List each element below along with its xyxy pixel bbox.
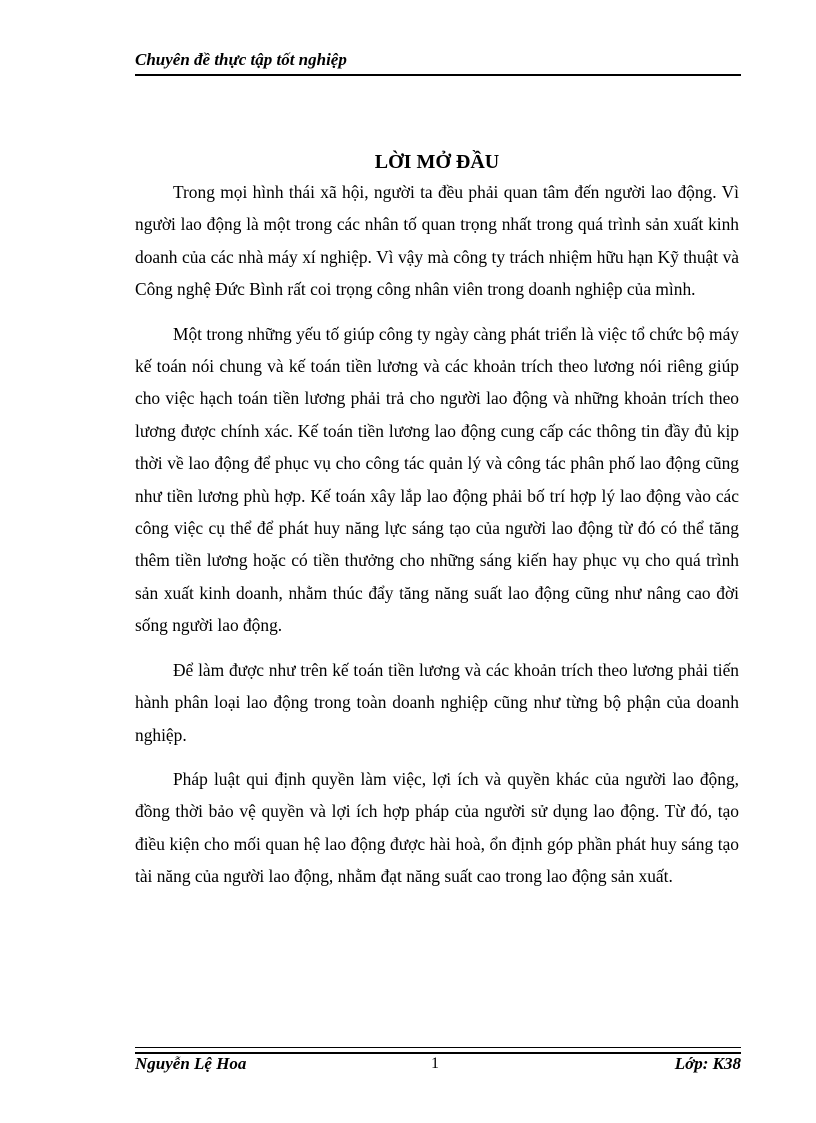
header-title: Chuyên đề thực tập tốt nghiệp <box>135 50 347 69</box>
page-header <box>135 48 741 76</box>
footer-class-label: Lớp: K38 <box>674 1054 741 1073</box>
paragraph: Để làm được như trên kế toán tiền lương và các khoản trích theo lương phải tiến hành phân loại lao động trong toàn doanh nghiệp cũng như từng bộ phận của doanh nghiệp. <box>135 659 739 745</box>
footer-author: Nguyễn Lệ Hoa <box>135 1054 247 1073</box>
document-body <box>135 148 739 905</box>
document-heading: LỜI MỞ ĐẦU <box>374 151 500 173</box>
paragraph: Pháp luật qui định quyền làm việc, lợi ích và quyền khác của người lao động, đồng thời bảo vệ quyền và lợi ích hợp pháp của người sử dụng lao động. Từ đó, tạo điều kiện cho mối quan hệ lao động được hài hoà, ổn định góp phần phát huy sáng tạo tài năng của người lao động, nhằm đạt năng suất cao trong lao động sản xuất. <box>135 768 739 887</box>
page-number: 1 <box>431 1055 439 1072</box>
footer-divider <box>135 1047 741 1054</box>
paragraph: Trong mọi hình thái xã hội, người ta đều phải quan tâm đến người lao động. Vì người lao động là một trong các nhân tố quan trọng nhất trong quá trình sản xuất kinh doanh của các nhà máy xí nghiệp. Vì vậy mà công ty trách nhiệm hữu hạn Kỹ thuật và Công nghệ Đức Bình rất coi trọng công nhân viên trong doanh nghiệp của mình. <box>135 182 739 300</box>
page-footer <box>135 1054 741 1078</box>
paragraph: Một trong những yếu tố giúp công ty ngày càng phát triển là việc tổ chức bộ máy kế toán nói chung và kế toán tiền lương và các khoản trích theo lương nói riêng giúp cho việc hạch toán tiền lương phải trả cho người lao động và những khoản trích theo lương được chính xác. Kế toán tiền lương lao động cung cấp các thông tin đầy đủ kịp thời về lao động để phục vụ cho công tác quản lý và công tác phân phố lao động cũng như tiền lương phù hợp. Kế toán xây lắp lao động phải bố trí hợp lý lao động vào các công việc cụ thể để phát huy năng lực sáng tạo của người lao động từ đó có thể tăng thêm tiền lương hoặc có tiền thưởng cho những sáng kiến hay phục vụ cho quá trình sản xuất kinh doanh, nhằm thúc đẩy tăng năng suất lao động cũng như nâng cao đời sống người lao động. <box>135 323 739 636</box>
